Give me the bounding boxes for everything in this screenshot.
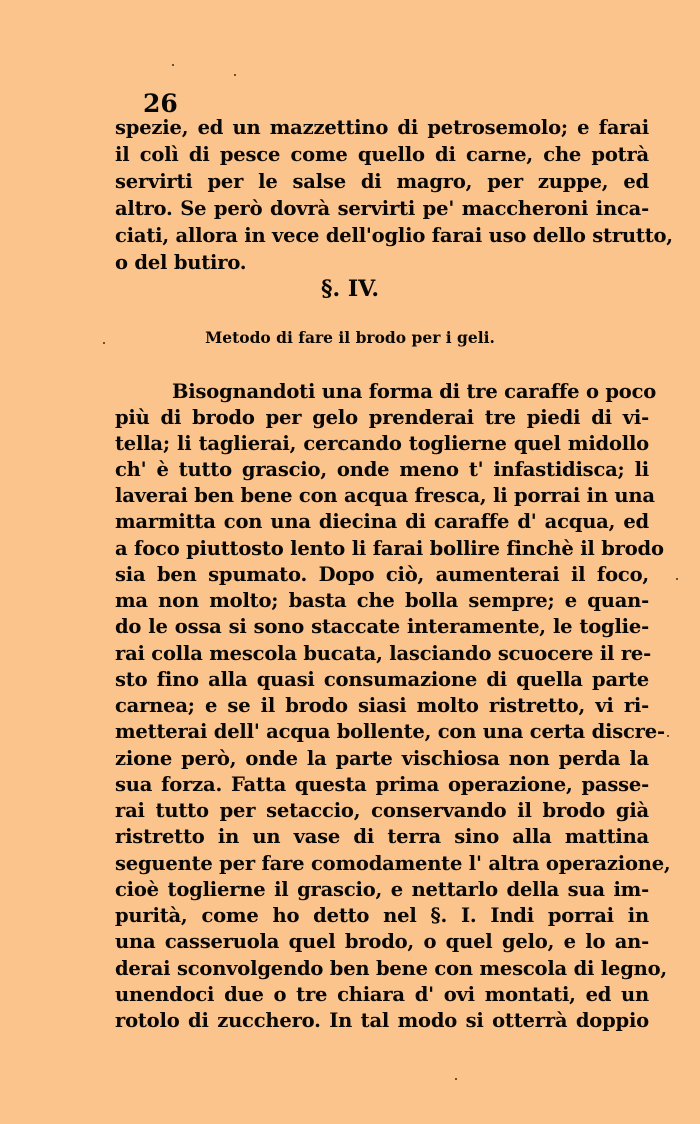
paragraph-line: unendoci due o tre chiara d' ovi montati, ed un (115, 983, 649, 1006)
paragraph-line: Bisognandoti una forma di tre caraffe o poco (172, 380, 657, 403)
paragraph-line: metterai dell' acqua bollente, con una certa discre- (115, 720, 665, 743)
paragraph-line: laverai ben bene con acqua fresca, li porrai in una (115, 484, 655, 507)
paragraph-line: tella; li taglierai, cercando toglierne quel midollo (115, 432, 649, 455)
print-speck (455, 1078, 457, 1080)
print-speck (234, 74, 236, 76)
section-subheading: Metodo di fare il brodo per i geli. (205, 328, 495, 347)
paragraph-line: purità, come ho detto nel §. I. Indi porrai in (115, 904, 649, 927)
paragraph-line: ristretto in un vase di terra sino alla mattina (115, 825, 649, 848)
paragraph-line: più di brodo per gelo prenderai tre piedi di vi- (115, 406, 649, 429)
paragraph-line: ma non molto; basta che bolla sempre; e quan- (115, 589, 649, 612)
text-line: servirti per le salse di magro, per zuppe, ed (115, 170, 649, 193)
text-line: il colì di pesce come quello di carne, che potrà (115, 143, 649, 166)
paragraph-line: derai sconvolgendo ben bene con mescola di legno, (115, 957, 668, 980)
print-speck (676, 578, 678, 580)
paragraph-line: carnea; e se il brodo siasi molto ristretto, vi ri- (115, 694, 649, 717)
page-number: 26 (143, 89, 178, 118)
paragraph-line: zione però, onde la parte vischiosa non perda la (115, 747, 649, 770)
text-line: o del butiro. (115, 251, 247, 274)
paragraph-line: sto fino alla quasi consumazione di quella parte (115, 668, 649, 691)
paragraph-line: ch' è tutto grascio, onde meno t' infastidisca; li (115, 458, 649, 481)
text-line: spezie, ed un mazzettino di petrosemolo; e farai (115, 116, 649, 139)
print-speck (103, 342, 105, 344)
text-line: altro. Se però dovrà servirti pe' maccheroni inca- (115, 197, 649, 220)
paragraph-line: rai tutto per setaccio, conservando il brodo già (115, 799, 649, 822)
paragraph-line: seguente per fare comodamente l' altra operazione, (115, 852, 671, 875)
paragraph-line: do le ossa si sono staccate interamente, le toglie- (115, 615, 649, 638)
paragraph-line: a foco piuttosto lento li farai bollire finchè il brodo (115, 537, 664, 560)
paragraph-line: sia ben spumato. Dopo ciò, aumenterai il foco, (115, 563, 649, 586)
paragraph-line: cioè toglierne il grascio, e nettarlo della sua im- (115, 878, 649, 901)
print-speck (667, 735, 669, 737)
paragraph-line: rotolo di zucchero. In tal modo si otterrà doppio (115, 1009, 649, 1032)
section-heading: §. IV. (321, 276, 379, 302)
paragraph-line: rai colla mescola bucata, lasciando scuocere il re- (115, 642, 652, 665)
print-speck (172, 64, 174, 66)
paragraph-line: marmitta con una diecina di caraffe d' acqua, ed (115, 510, 649, 533)
paragraph-line: sua forza. Fatta questa prima operazione, passe- (115, 773, 649, 796)
paragraph-line: una casseruola quel brodo, o quel gelo, e lo an- (115, 930, 649, 953)
text-line: ciati, allora in vece dell'oglio farai uso dello strutto, (115, 224, 673, 247)
